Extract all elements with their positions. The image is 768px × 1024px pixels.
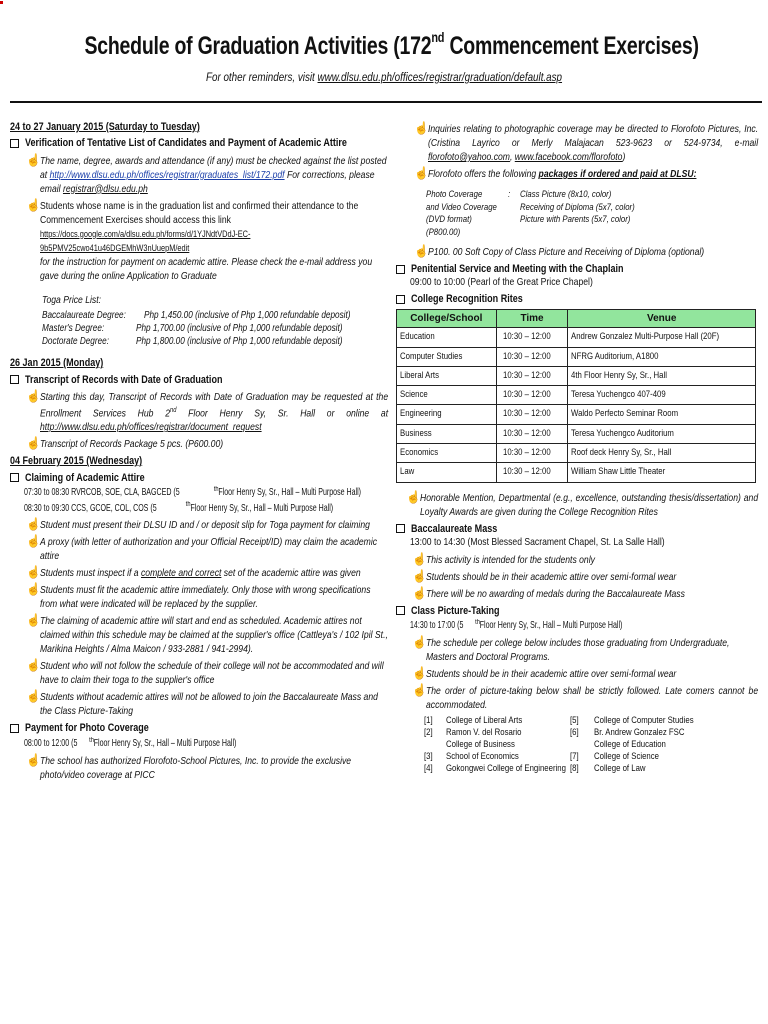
section-photo-payment: Payment for Photo Coverage xyxy=(10,721,388,735)
page-title: Schedule of Graduation Activities (172nd Commencement Exercises) xyxy=(84,29,699,60)
schedule-line: 09:00 to 10:00 (Pearl of the Great Price Chapel) xyxy=(410,276,593,289)
hand-pointer-icon: ☝ xyxy=(414,166,429,180)
section-verification: Verification of Tentative List of Candidates and Payment of Academic Attire xyxy=(10,136,388,150)
table-row: Computer Studies 10:30 – 12:00 NFRG Auditorium, A1800 xyxy=(397,347,756,366)
google-form-link[interactable]: https://docs.google.com/a/dlsu.edu.ph/forms/d/1YJNdtVDdJ-EC-9b5PMV25cwo41u46DGEMhW3nUuepM/edit xyxy=(40,228,251,253)
table-row: Liberal Arts 10:30 – 12:00 4th Floor Henry Sy, Sr., Hall xyxy=(397,366,756,385)
document-request-link[interactable]: http://www.dlsu.edu.ph/offices/registrar/document_request xyxy=(40,421,262,434)
graduates-list-link[interactable]: http://www.dlsu.edu.ph/offices/registrar/graduates_list/172.pdf xyxy=(49,168,285,181)
hand-pointer-icon: ☝ xyxy=(26,565,41,580)
page-subtitle: For other reminders, visit www.dlsu.edu.ph/offices/registrar/graduation/default.asp xyxy=(205,70,563,84)
schedule-line: 13:00 to 14:30 (Most Blessed Sacrament Chapel, St. La Salle Hall) xyxy=(410,535,665,548)
schedule-line: 07:30 to 08:30 RVRCOB, SOE, CLA, BAGCED (5 $^{th}$Floor Henry Sy, Sr., Hall – Multi Purpose Hall) xyxy=(24,485,362,499)
section-claiming: Claiming of Academic Attire xyxy=(10,471,388,485)
date-heading-feb04: 04 February 2015 (Wednesday) xyxy=(10,455,143,468)
list-item: ☝ Starting this day, Transcript of Records with Date of Graduation may be requested at the Enrollment Services Hub 2nd Floor Henry Sy, Sr. Hall or online at http://www.dlsu.edu.ph/offices/registrar/document_request xyxy=(26,388,389,434)
section-baccalaureate: Baccalaureate Mass xyxy=(396,522,758,536)
hand-pointer-icon: ☝ xyxy=(26,197,41,212)
hand-pointer-icon: ☝ xyxy=(26,436,41,451)
table-row: Science 10:30 – 12:00 Teresa Yuchengco 407-409 xyxy=(397,386,756,405)
hand-pointer-icon: ☝ xyxy=(26,534,41,549)
hand-pointer-icon: ☝ xyxy=(412,634,427,649)
checkbox-icon xyxy=(10,724,19,733)
right-column xyxy=(396,118,758,775)
list-item: ☝ The schedule per college below includes those graduating from Undergraduate, Masters and Doctoral Programs. xyxy=(412,634,730,663)
registrar-link[interactable]: www.dlsu.edu.ph/offices/registrar/graduation/default.asp xyxy=(317,70,563,84)
list-item: ☝ P100. 00 Soft Copy of Class Picture and Receiving of Diploma (optional) xyxy=(414,244,705,258)
recognition-table xyxy=(396,309,756,482)
section-transcript: Transcript of Records with Date of Graduation xyxy=(10,373,388,387)
hand-pointer-icon: ☝ xyxy=(26,152,41,167)
toga-price-label: Toga Price List: xyxy=(42,293,102,306)
hand-pointer-icon: ☝ xyxy=(26,582,41,597)
hand-pointer-icon: ☝ xyxy=(414,121,429,135)
checkbox-icon xyxy=(10,473,19,482)
date-heading-jan24: 24 to 27 January 2015 (Saturday to Tuesday) xyxy=(10,121,200,133)
registrar-email-link[interactable]: registrar@dlsu.edu.ph xyxy=(62,182,148,195)
list-item: ☝ Honorable Mention, Departmental (e.g., excellence, outstanding thesis/dissertation) and Loyalty Awards are given during the College Recognition Rites xyxy=(406,489,759,518)
hand-pointer-icon: ☝ xyxy=(26,613,41,628)
list-item: ☝ Student who will not follow the schedule of their college will not be accommodated and will have to claim their toga to the supplier's office xyxy=(26,658,384,687)
list-item: ☝ Students must fit the academic attire immediately. Only those with wrong specifications from what were indicated will be replaced by the supplier. xyxy=(26,582,371,611)
list-item: ☝ Students whose name is in the graduation list and confirmed their attendance to the Commencement Exercises should access this link https://docs.google.com/a/dlsu.edu.ph/forms/d/1YJNdtVDdJ-EC-9b5PMV25cwo41u46DGEMhW3nUuepM/edit for the instruction for payment on academic attire. Please check the e-mail address you gave during the online Application to Graduate xyxy=(26,197,373,282)
section-penitential: Penitential Service and Meeting with the Chaplain xyxy=(396,262,758,276)
list-item: ☝ Student must present their DLSU ID and / or deposit slip for Toga payment for claiming xyxy=(26,517,370,532)
list-item: ☝ The order of picture-taking below shall be strictly followed. Late comers cannot be accommodated. xyxy=(412,682,759,711)
picture-order-list: [1] College of Liberal Arts [5] College of Computer Studies [2] Ramon V. del Rosario [6] Br. Andrew Gonzalez FSC College of Business College of Education [3] School of Economics [7] College of Science [4] Gokongwei College of Engineering [8] College of Law xyxy=(424,714,694,774)
hand-pointer-icon: ☝ xyxy=(26,752,41,767)
hand-pointer-icon: ☝ xyxy=(412,682,427,697)
toga-price-row: Doctorate Degree: Php 1,800.00 (inclusive of Php 1,000 refundable deposit) xyxy=(42,336,343,348)
list-item: ☝ The school has authorized Florofoto-School Pictures, Inc. to provide the exclusive photo/video coverage at PICC xyxy=(26,752,352,781)
table-row: Education 10:30 – 12:00 Andrew Gonzalez Multi-Purpose Hall (20F) xyxy=(397,328,756,347)
table-row: Engineering 10:30 – 12:00 Waldo Perfecto Seminar Room xyxy=(397,405,756,424)
florofoto-email-link[interactable]: florofoto@yahoo.com xyxy=(428,151,510,163)
table-row: Economics 10:30 – 12:00 Roof deck Henry Sy, Sr., Hall xyxy=(397,444,756,463)
table-row: Law 10:30 – 12:00 William Shaw Little Theater xyxy=(397,463,756,482)
facebook-link[interactable]: www.facebook.com/florofoto xyxy=(514,151,623,163)
photo-package-list: Photo Coverage : Class Picture (8x10, color) and Video Coverage Receiving of Diploma (5x7, color) (DVD format) Picture with Parents (5x7, color) (P800.00) xyxy=(426,189,635,238)
section-recognition: College Recognition Rites xyxy=(396,292,758,306)
list-item: ☝ Students should be in their academic attire over semi-formal wear xyxy=(412,568,677,583)
list-item: ☝ Students should be in their academic attire over semi-formal wear xyxy=(412,665,677,680)
list-item: ☝ Students must inspect if a complete and correct set of the academic attire was given xyxy=(26,565,361,580)
list-item: ☝ Students without academic attires will not be allowed to join the Baccalaureate Mass and the Class Picture-Taking xyxy=(26,689,378,718)
checkbox-icon xyxy=(10,139,19,148)
table-row: Business 10:30 – 12:00 Teresa Yuchengco Auditorium xyxy=(397,424,756,443)
hand-pointer-icon: ☝ xyxy=(26,517,41,532)
hand-pointer-icon: ☝ xyxy=(406,489,421,504)
schedule-line: 08:30 to 09:30 CCS, GCOE, COL, COS (5 $^{th}$Floor Henry Sy, Sr., Hall – Multi Purpose Hall) xyxy=(24,501,334,514)
schedule-line: 14:30 to 17:00 (5 $^{th}$Floor Henry Sy, Sr., Hall – Multi Purpose Hall) xyxy=(410,618,623,632)
checkbox-icon xyxy=(396,265,405,274)
list-item: ☝ The name, degree, awards and attendance (if any) must be checked against the list posted at http://www.dlsu.edu.ph/offices/registrar/graduates_list/172.pdf For corrections, please email registrar@dlsu.edu.ph xyxy=(26,152,387,195)
date-heading-jan26: 26 Jan 2015 (Monday) xyxy=(10,357,104,370)
header-rule xyxy=(10,101,762,103)
checkbox-icon xyxy=(396,606,405,615)
schedule-line: 08:00 to 12:00 (5 $^{th}$Floor Henry Sy, Sr., Hall – Multi Purpose Hall) xyxy=(24,736,237,749)
table-header: College/School Time Venue xyxy=(397,310,756,328)
list-item: ☝ A proxy (with letter of authorization and your Official Receipt/ID) may claim the academic attire xyxy=(26,534,378,563)
hand-pointer-icon: ☝ xyxy=(412,585,427,600)
list-item: ☝ There will be no awarding of medals during the Baccalaureate Mass xyxy=(412,585,685,600)
hand-pointer-icon: ☝ xyxy=(26,658,41,673)
hand-pointer-icon: ☝ xyxy=(26,388,41,403)
hand-pointer-icon: ☝ xyxy=(412,551,427,566)
checkbox-icon xyxy=(396,295,405,304)
hand-pointer-icon: ☝ xyxy=(412,568,427,583)
toga-price-row: Master's Degree: Php 1,700.00 (inclusive of Php 1,000 refundable deposit) xyxy=(42,323,343,335)
edge-mark xyxy=(0,1,3,4)
checkbox-icon xyxy=(396,524,405,533)
hand-pointer-icon: ☝ xyxy=(26,689,41,704)
hand-pointer-icon: ☝ xyxy=(412,665,427,680)
left-column xyxy=(10,118,388,785)
checkbox-icon xyxy=(10,375,19,384)
toga-price-row: Baccalaureate Degree: Php 1,450.00 (inclusive of Php 1,000 refundable deposit) xyxy=(42,310,351,322)
hand-pointer-icon: ☝ xyxy=(414,244,429,258)
list-item: ☝ Inquiries relating to photographic coverage may be directed to Florofoto Pictures, Inc. (Cristina Layrico or Merly Malajacan 523-9623 or 524-9734, e-mail florofoto@yahoo.com, www.facebook.com/florofoto) xyxy=(414,121,759,163)
list-item: ☝ This activity is intended for the students only xyxy=(412,551,595,566)
list-item: ☝ Transcript of Records Package 5 pcs. (P600.00) xyxy=(26,436,224,451)
list-item: ☝ Florofoto offers the following packages if ordered and paid at DLSU: xyxy=(414,166,697,180)
list-item: ☝ The claiming of academic attire will start and end as scheduled. Academic attires not claimed within this schedule may be claimed at the supplier's office (Cattleya's / 102 Ipil St., Marikina Heights / Alma Maicon / 933-2881 / 941-2994). xyxy=(26,613,388,656)
section-class-picture: Class Picture-Taking xyxy=(396,604,758,618)
